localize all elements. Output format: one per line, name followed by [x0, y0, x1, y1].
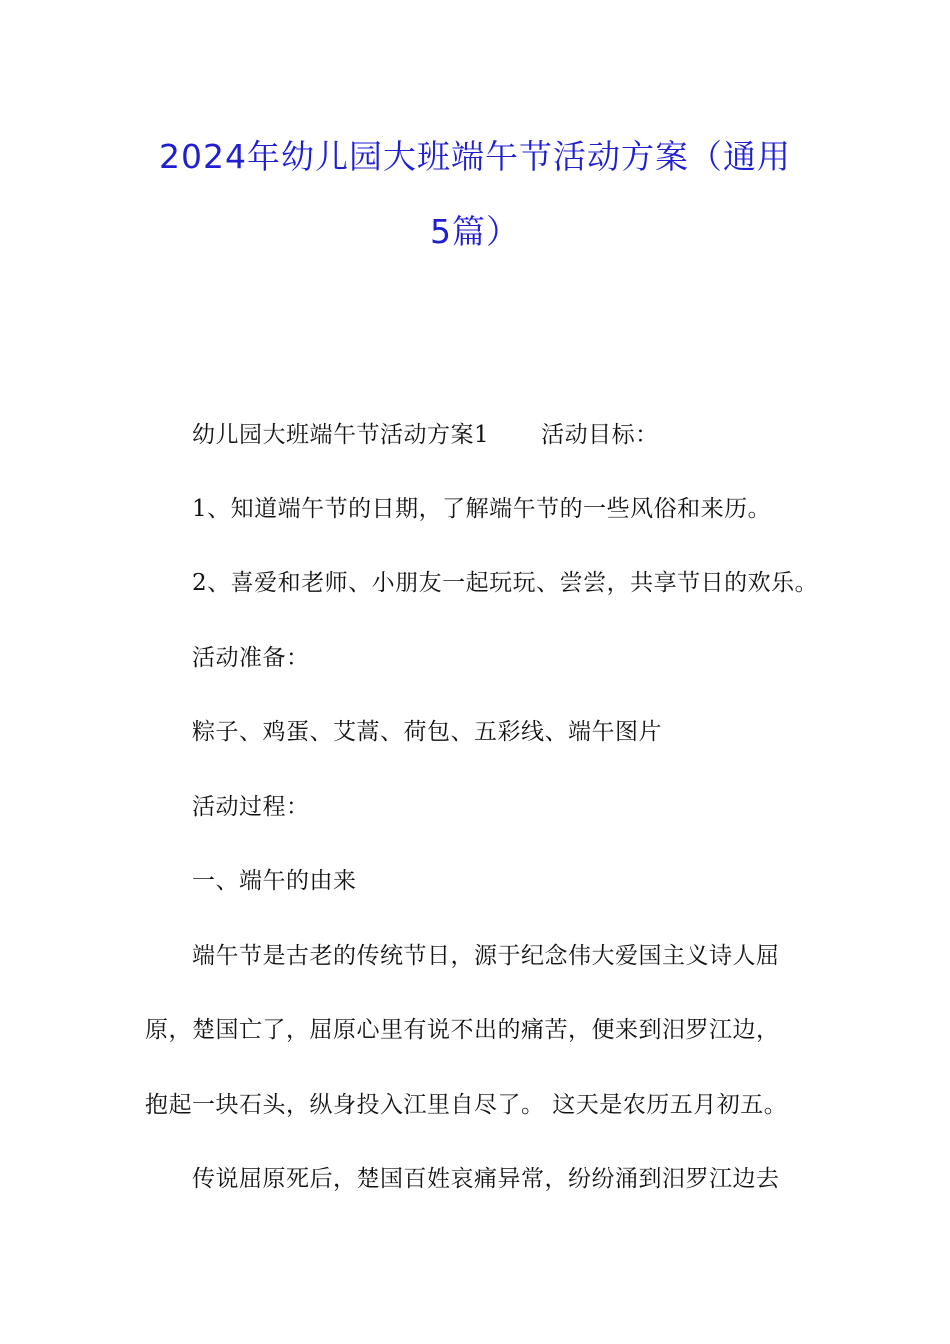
goal-heading: 活动目标： [541, 422, 659, 448]
story-line-1: 端午节是古老的传统节日，源于纪念伟大爱国主义诗人屈 [192, 943, 780, 969]
section-heading-row [192, 420, 659, 450]
story-line-2: 原，楚国亡了，屈原心里有说不出的痛苦，便来到汨罗江边， [145, 1017, 780, 1043]
story-line-4: 传说屈原死后，楚国百姓哀痛异常，纷纷涌到汨罗江边去 [192, 1166, 780, 1192]
story-line-3: 抱起一块石头，纵身投入江里自尽了。 这天是农历五月初五。 [145, 1092, 788, 1118]
section-heading: 幼儿园大班端午节活动方案1 [192, 422, 490, 448]
prep-items: 粽子、鸡蛋、艾蒿、荷包、五彩线、端午图片 [192, 719, 662, 745]
part-1-heading: 一、端午的由来 [192, 868, 357, 894]
process-heading: 活动过程： [192, 794, 310, 820]
prep-heading: 活动准备： [192, 645, 310, 671]
goal-item-1: 1、知道端午节的日期，了解端午节的一些风俗和来历。 [192, 496, 772, 522]
document-title-line-1: 2024年幼儿园大班端午节活动方案（通用 [159, 137, 791, 176]
goal-item-2: 2、喜爱和老师、小朋友一起玩玩、尝尝，共享节日的欢乐。 [192, 570, 819, 596]
document-title-line-2: 5篇） [430, 212, 520, 251]
